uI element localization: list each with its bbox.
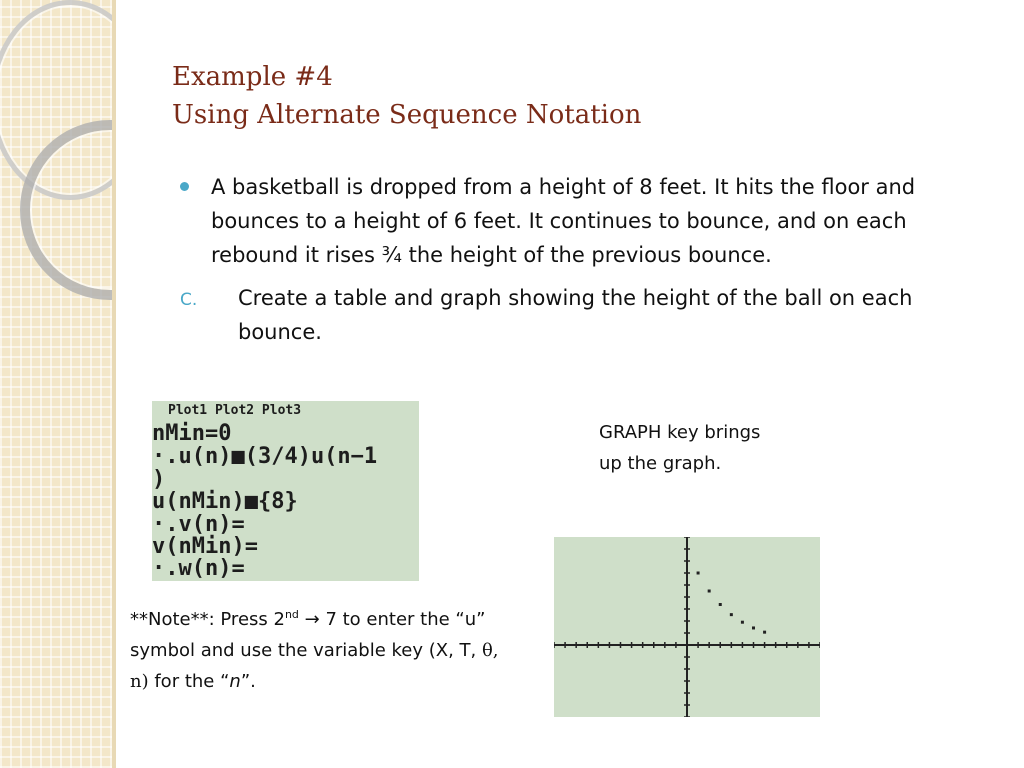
calculator-line: u(nMin)■{8}: [152, 489, 298, 514]
data-point: [708, 590, 711, 593]
calculator-graph: [554, 537, 820, 717]
sub-item-text: Create a table and graph showing the height of the ball on each bounce.: [238, 286, 913, 344]
title-line-1: Example #4: [172, 62, 333, 92]
calculator-line: ·.w(n)=: [152, 556, 245, 581]
data-point: [697, 572, 700, 575]
calculator-line: ·.u(n)■(3/4)u(n−1: [152, 444, 378, 469]
note-part-3: for the “: [148, 671, 230, 692]
bullet-dot-icon: [180, 182, 189, 191]
graph-svg: [554, 537, 820, 717]
note-text: [130, 604, 510, 697]
sub-item-marker: C.: [180, 290, 198, 310]
note-n-italic: n: [229, 671, 241, 692]
note-theta-n: θ, n): [130, 640, 499, 692]
calculator-line: v(nMin)=: [152, 534, 258, 559]
calculator-line: ): [152, 467, 166, 492]
graph-caption: GRAPH key brings up the graph.: [599, 422, 761, 474]
calculator-plots-row: Plot1 Plot2 Plot3: [168, 403, 302, 418]
title-line-2: Using Alternate Sequence Notation: [172, 100, 642, 130]
data-point: [741, 621, 744, 624]
decorative-side-strip: [0, 0, 112, 768]
data-point: [719, 603, 722, 606]
note-part-4: ”.: [240, 671, 256, 692]
data-point: [730, 613, 733, 616]
strip-edge: [112, 0, 116, 768]
data-point: [752, 626, 755, 629]
calculator-line: ·.v(n)=: [152, 512, 245, 537]
bullet-item: [180, 170, 980, 272]
note-part-2: → 7 to enter the “u” symbol and use the variable key (X, T,: [130, 609, 486, 661]
bullet-text: A basketball is dropped from a height of 8 feet. It hits the floor and bounces to a height of 6 feet. It continues to bounce, and on each rebound it rises ¾ the height of the previous bounce.: [211, 175, 916, 267]
note-superscript: nd: [284, 608, 299, 621]
slide-title: [172, 58, 641, 134]
calculator-screen: [152, 401, 419, 581]
calculator-line: nMin=0: [152, 421, 232, 446]
note-part-1: **Note**: Press 2: [130, 609, 285, 630]
data-point: [763, 631, 766, 634]
sub-item: [180, 281, 980, 349]
